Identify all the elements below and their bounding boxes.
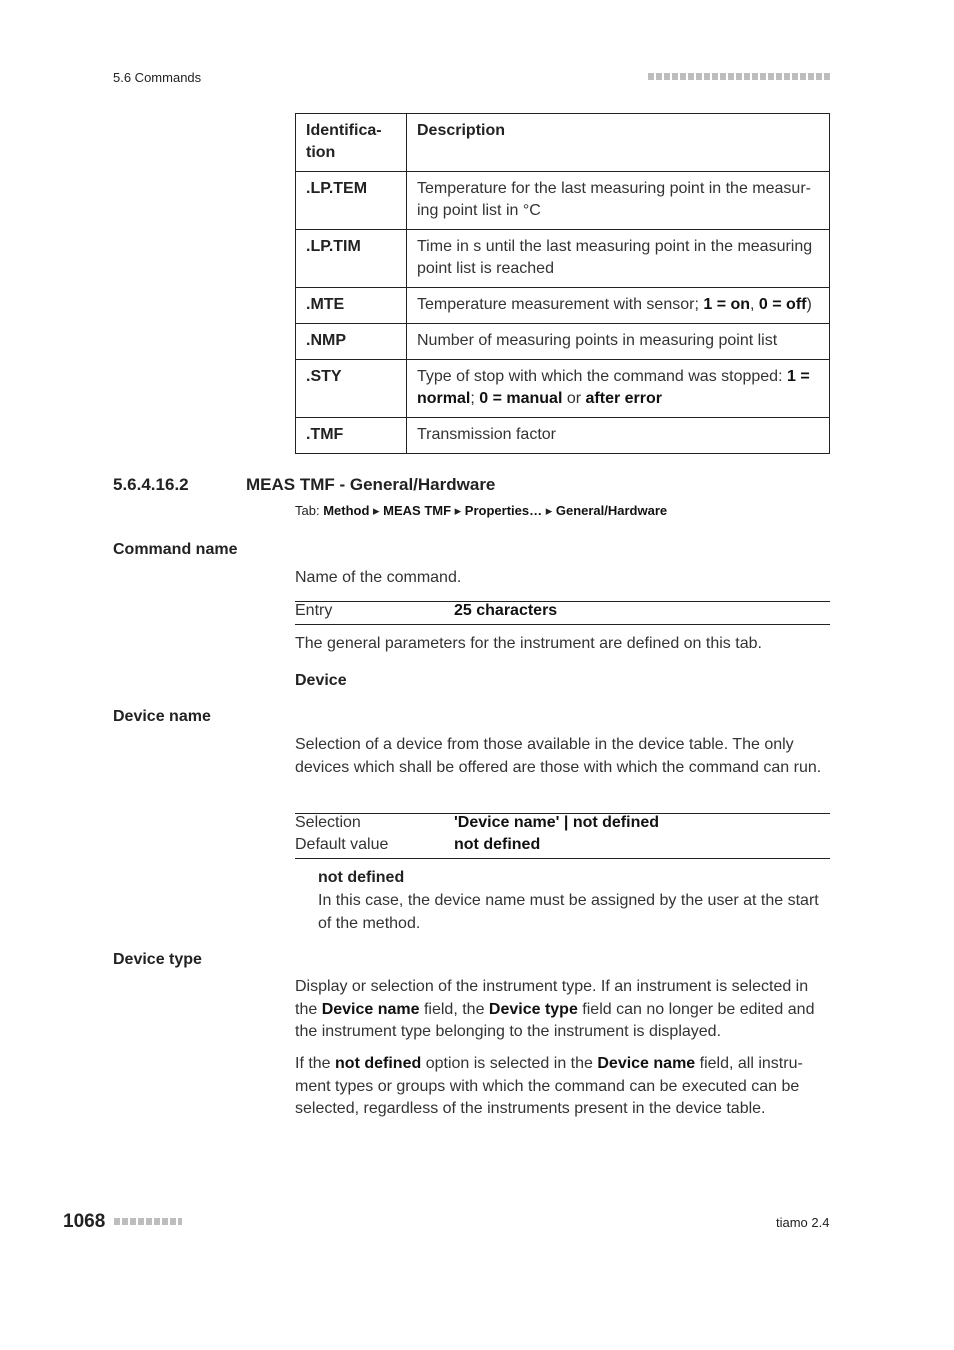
device-type-label: Device type (113, 951, 202, 968)
table-row (296, 324, 830, 360)
general-text: The general parameters for the instrument are defined on this tab. (295, 635, 762, 652)
table-row (296, 418, 830, 454)
row-identifier: .LP.TIM (296, 230, 407, 288)
row-identifier: .STY (296, 360, 407, 418)
running-header-section: 5.6 Commands (113, 70, 202, 85)
footer-decoration (114, 1218, 182, 1225)
table-row (296, 288, 830, 324)
command-name-label: Command name (113, 541, 238, 558)
note-text: In this case, the device name must be assigned by the user at the start of the method. (318, 892, 819, 932)
row-description: Temperature measurement with sensor; 1 = on, 0 = off) (407, 288, 830, 324)
default-value-key: Default value (295, 836, 389, 853)
divider (295, 858, 830, 859)
row-description: Temperature for the last measuring point in the measur- ing point list in °C (407, 172, 830, 230)
row-identifier: .LP.TEM (296, 172, 407, 230)
tab-path: Tab: Method ▸ MEAS TMF ▸ Properties… ▸ General/Hardware (295, 503, 668, 518)
divider (295, 601, 830, 602)
divider (295, 624, 830, 625)
device-type-paragraph-1: Display or selection of the instrument type. If an instrument is selected in the Device name field, the Device type field can no longer be edited and the instrument type belonging to the instrument is displayed. (295, 978, 815, 1040)
table-row (296, 172, 830, 230)
product-name: tiamo 2.4 (776, 1215, 830, 1230)
header-decoration (648, 73, 830, 80)
row-identifier: .MTE (296, 288, 407, 324)
row-description: Type of stop with which the command was stopped: 1 = normal; 0 = manual or after error (407, 360, 830, 418)
note-title: not defined (318, 869, 405, 886)
selection-value: 'Device name' | not defined (454, 814, 660, 831)
row-description: Number of measuring points in measuring point list (407, 324, 830, 360)
column-header-description: Description (407, 114, 830, 172)
entry-key: Entry (295, 602, 333, 619)
parameters-table (295, 113, 830, 454)
entry-value: 25 characters (454, 602, 558, 619)
selection-key: Selection (295, 814, 361, 831)
device-type-paragraph-2: If the not defined option is selected in the Device name field, all instru-ment types or groups with which the command can be executed can be selected, regardless of the instruments present in the device table. (295, 1055, 803, 1117)
device-name-text: Selection of a device from those available in the device table. The only devices which shall be offered are those with which the command can run. (295, 736, 822, 776)
row-identifier: .TMF (296, 418, 407, 454)
table-row (296, 360, 830, 418)
table-row (296, 230, 830, 288)
table-header-row (296, 114, 830, 172)
page-number: 1068 (63, 1211, 106, 1232)
section-title: MEAS TMF - General/Hardware (246, 475, 496, 494)
device-name-label: Device name (113, 708, 211, 725)
default-value-value: not defined (454, 836, 541, 853)
section-number: 5.6.4.16.2 (113, 475, 189, 494)
column-header-identification: Identifica- tion (296, 114, 407, 172)
command-name-text: Name of the command. (295, 569, 462, 586)
device-heading: Device (295, 672, 347, 689)
row-identifier: .NMP (296, 324, 407, 360)
row-description: Transmission factor (407, 418, 830, 454)
row-description: Time in s until the last measuring point in the measuring point list is reached (407, 230, 830, 288)
